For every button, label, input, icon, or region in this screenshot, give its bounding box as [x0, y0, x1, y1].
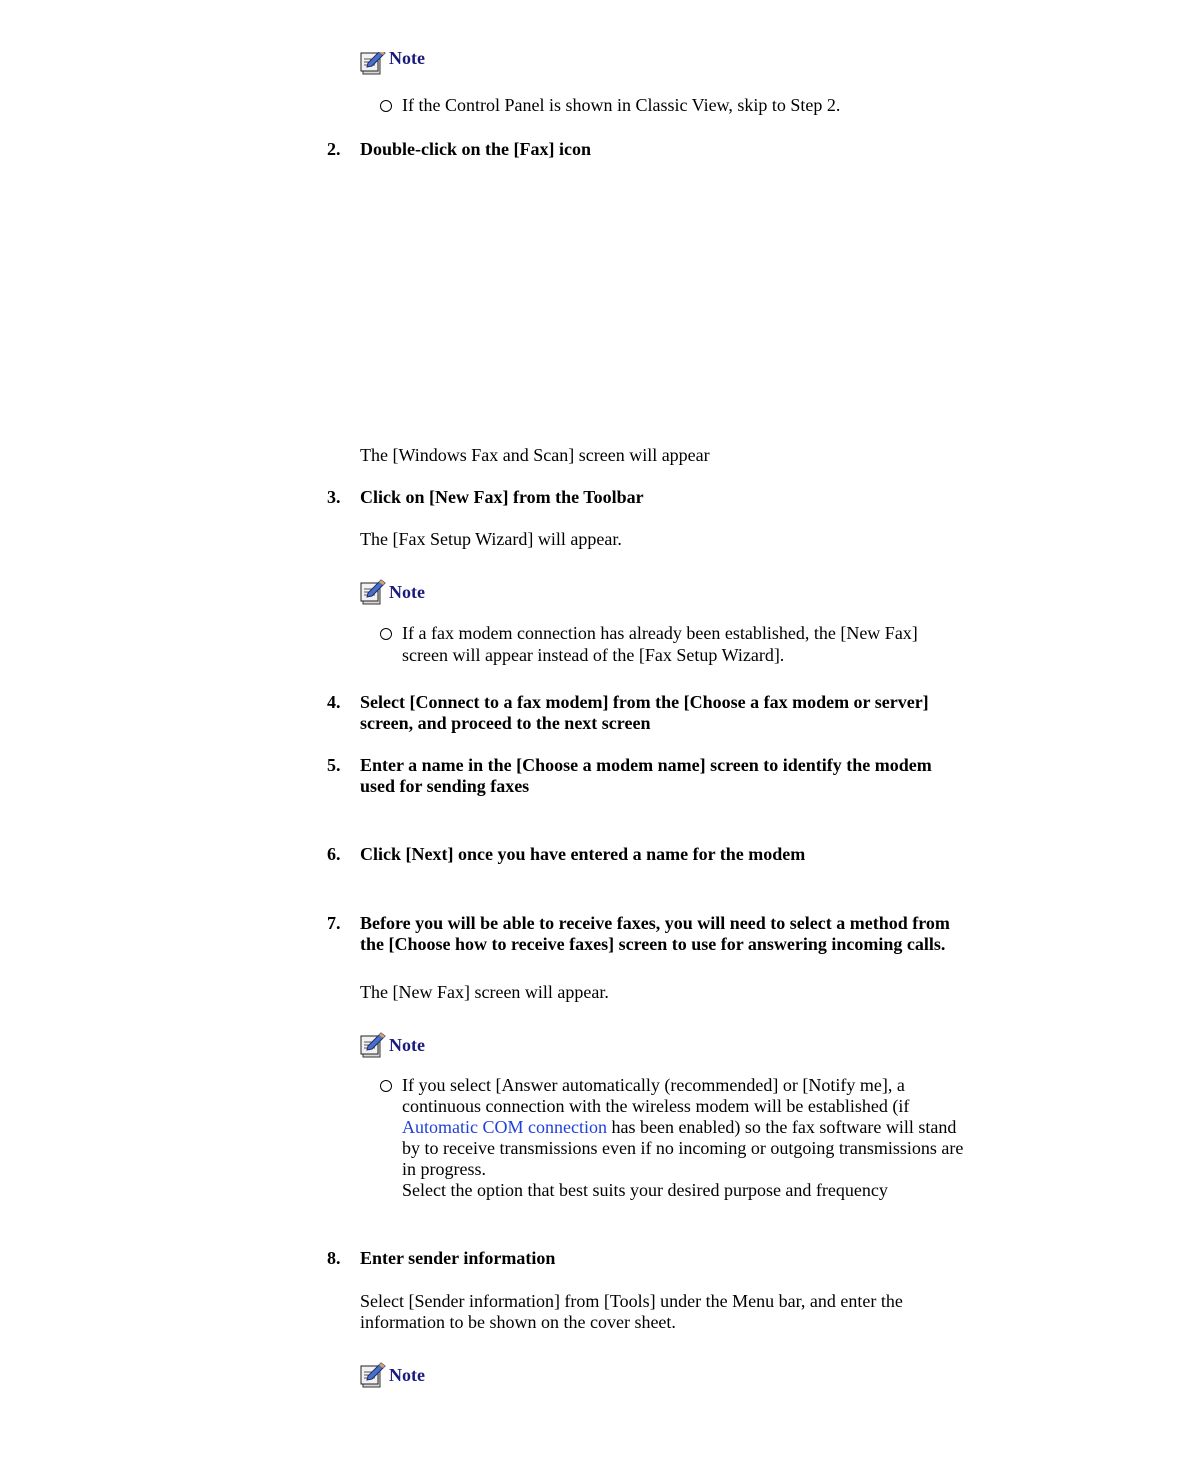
note-label: Note	[389, 52, 425, 68]
step-result: The [Windows Fax and Scan] screen will appear	[360, 445, 710, 465]
bullet-icon	[380, 100, 392, 112]
notepad-pencil-icon	[359, 52, 387, 76]
note-bullet-text: Select the option that best suits your desired purpose and frequency	[402, 1180, 888, 1200]
step-number: 3.	[327, 487, 341, 507]
note-header	[359, 1031, 479, 1059]
note-bullet-text: continuous connection with the wireless modem will be established (if	[402, 1096, 910, 1116]
note-header-top	[359, 52, 479, 78]
step-title: screen, and proceed to the next screen	[360, 713, 651, 733]
step-title: used for sending faxes	[360, 776, 530, 796]
note-bullet-text: If you select [Answer automatically (recommended] or [Notify me], a	[402, 1075, 905, 1095]
step-number: 7.	[327, 913, 341, 933]
step-number: 8.	[327, 1248, 341, 1268]
step-number: 5.	[327, 755, 341, 775]
step-title: Enter sender information	[360, 1248, 556, 1268]
step-result: The [New Fax] screen will appear.	[360, 982, 609, 1002]
step-result: information to be shown on the cover sheet.	[360, 1312, 676, 1332]
bullet-icon	[380, 628, 392, 640]
note-header	[359, 1361, 479, 1389]
note-bullet-text: by to receive transmissions even if no incoming or outgoing transmissions are	[402, 1138, 964, 1158]
notepad-pencil-icon	[359, 1031, 387, 1059]
step-number: 6.	[327, 844, 341, 864]
note-bullet-text-rest: has been enabled) so the fax software will stand	[606, 1117, 957, 1137]
automatic-com-connection-link[interactable]: Automatic COM connection	[402, 1117, 607, 1137]
note-bullet-text: If a fax modem connection has already been established, the [New Fax]	[402, 623, 918, 643]
note-header	[359, 578, 479, 606]
step-title: Double-click on the [Fax] icon	[360, 139, 591, 159]
note-label: Note	[389, 582, 425, 602]
step-title: Before you will be able to receive faxes, you will need to select a method from	[360, 913, 950, 933]
note-bullet-text: in progress.	[402, 1159, 486, 1179]
step-number: 4.	[327, 692, 341, 712]
note-bullet-text: screen will appear instead of the [Fax Setup Wizard].	[402, 645, 785, 665]
note-label: Note	[389, 1035, 425, 1055]
note-bullet-text: If the Control Panel is shown in Classic View, skip to Step 2.	[402, 95, 841, 115]
notepad-pencil-icon	[359, 1361, 387, 1389]
step-title: Select [Connect to a fax modem] from the [Choose a fax modem or server]	[360, 692, 929, 712]
notepad-pencil-icon	[359, 578, 387, 606]
step-title: Enter a name in the [Choose a modem name] screen to identify the modem	[360, 755, 932, 775]
step-result: The [Fax Setup Wizard] will appear.	[360, 529, 622, 549]
step-number: 2.	[327, 139, 341, 159]
note-label: Note	[389, 1365, 425, 1385]
step-title: Click on [New Fax] from the Toolbar	[360, 487, 644, 507]
bullet-icon	[380, 1080, 392, 1092]
step-result: Select [Sender information] from [Tools] under the Menu bar, and enter the	[360, 1291, 903, 1311]
step-title: the [Choose how to receive faxes] screen to use for answering incoming calls.	[360, 934, 946, 954]
note-bullet-text	[402, 1117, 956, 1138]
step-title: Click [Next] once you have entered a name for the modem	[360, 844, 806, 864]
